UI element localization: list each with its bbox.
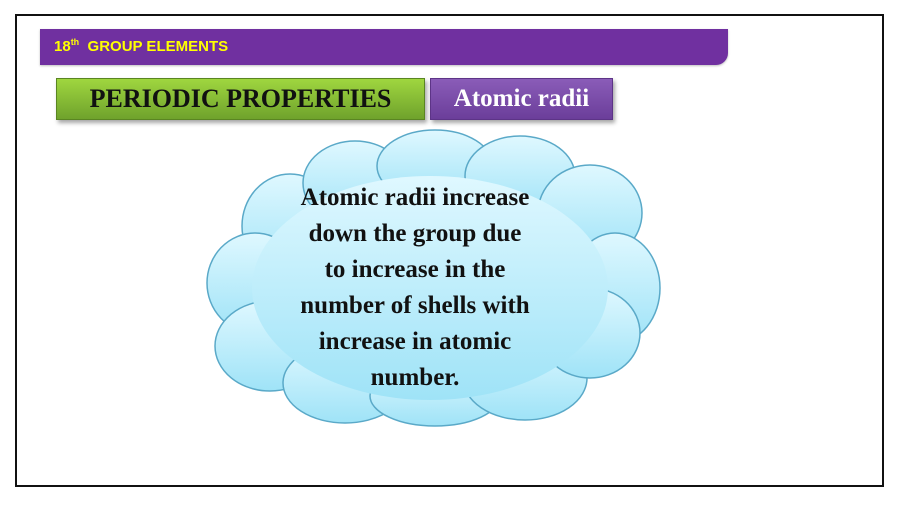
group-title-text: GROUP ELEMENTS	[87, 38, 229, 55]
group-banner	[40, 29, 728, 65]
cloud-callout	[195, 128, 665, 428]
cloud-text-line: number of shells with	[300, 292, 530, 319]
cloud-text-line: Atomic radii increase	[300, 184, 530, 211]
periodic-properties-badge	[56, 78, 425, 120]
group-title	[54, 38, 228, 55]
periodic-properties-label: PERIODIC PROPERTIES	[89, 84, 392, 113]
cloud-text-line: increase in atomic	[318, 328, 512, 355]
cloud-text-line: to increase in the	[324, 256, 506, 283]
cloud-text-line: number.	[370, 364, 460, 391]
cloud-text-line: down the group due	[308, 220, 522, 247]
group-number-suffix: th	[70, 37, 80, 47]
atomic-radii-label: Atomic radii	[453, 85, 590, 112]
atomic-radii-badge	[430, 78, 613, 120]
group-number: 18	[54, 38, 71, 55]
cloud-text	[255, 180, 575, 396]
